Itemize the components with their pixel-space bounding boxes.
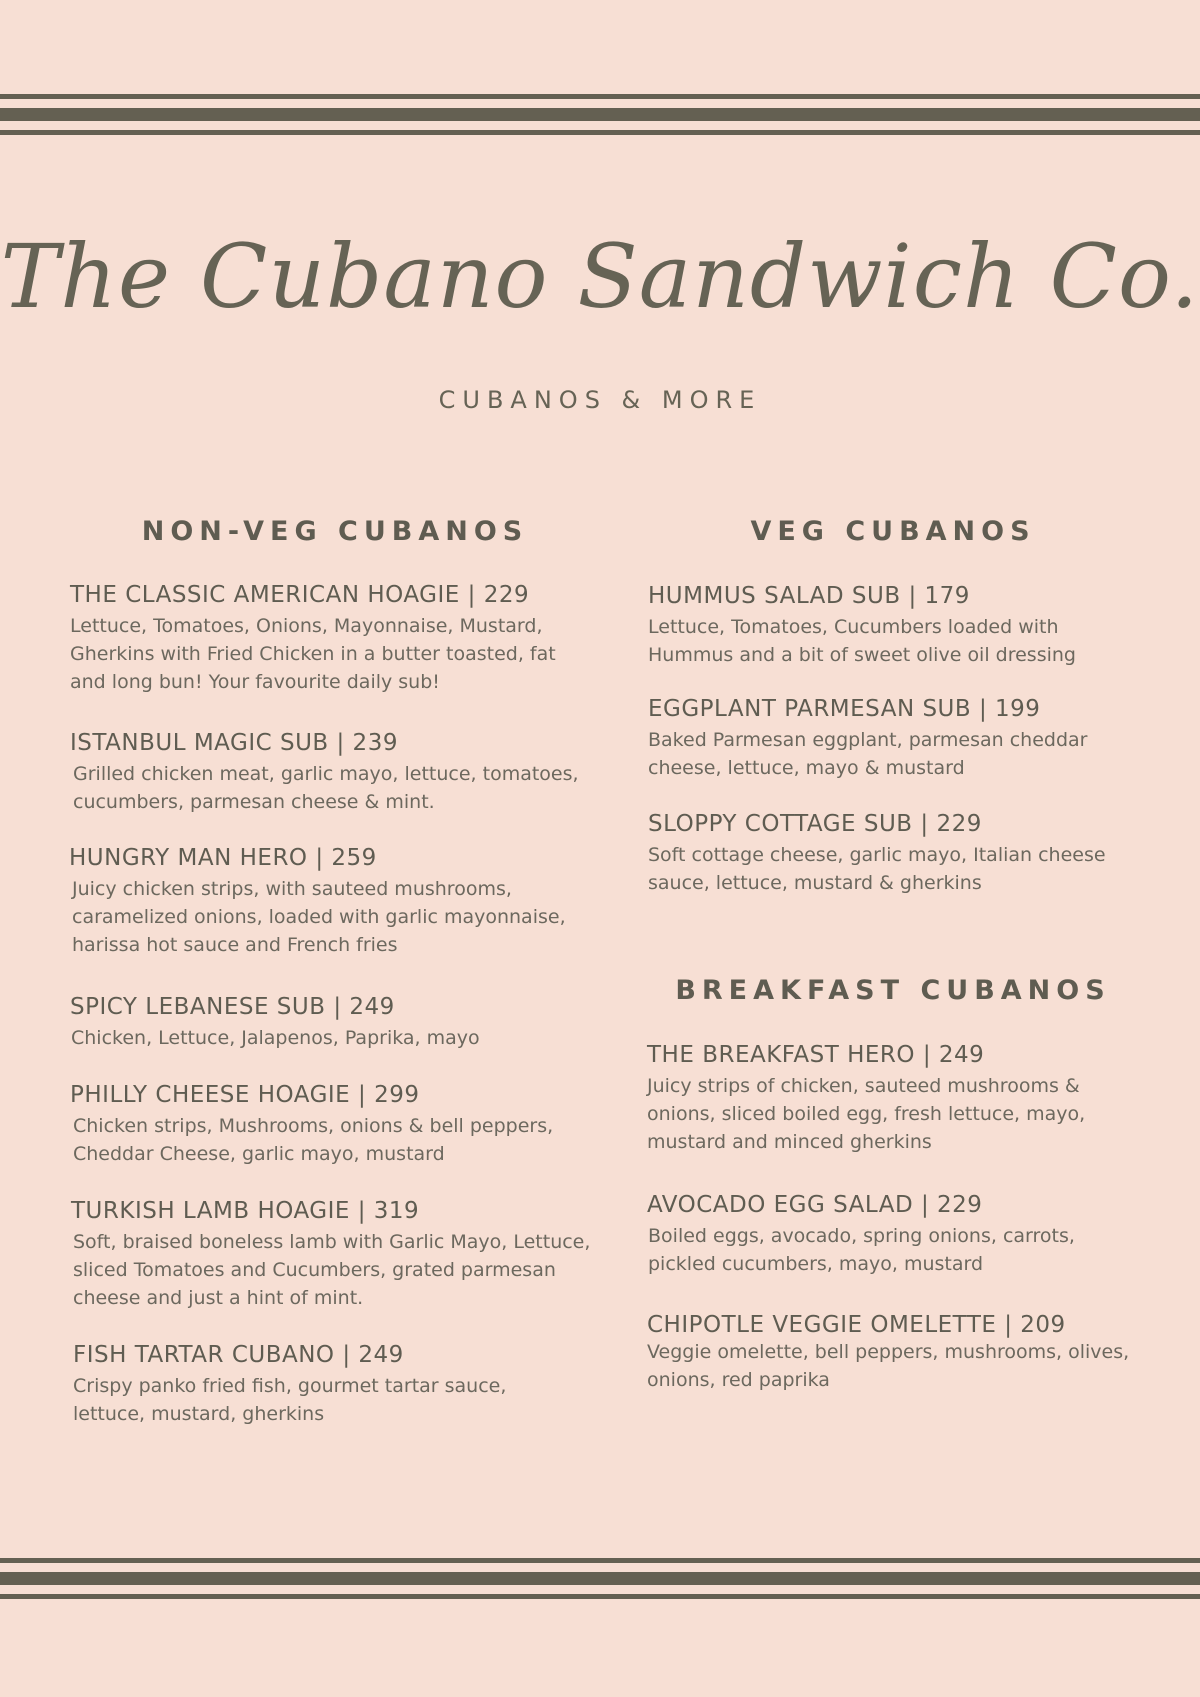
item-name: THE CLASSIC AMERICAN HOAGIE | 229 (70, 582, 530, 608)
section-heading-nonveg: NON-VEG CUBANOS (141, 516, 529, 547)
menu-item (647, 1190, 1157, 1278)
item-description: Soft cottage cheese, garlic mayo, Italian cheese sauce, lettuce, mustard & gherkins (648, 844, 1106, 894)
item-description: Veggie omelette, bell peppers, mushrooms, olives, onions, red paprika (647, 1341, 1130, 1391)
item-description: Chicken, Lettuce, Jalapenos, Paprika, mayo (71, 1027, 480, 1049)
item-description: Baked Parmesan eggplant, parmesan cheddar cheese, lettuce, mayo & mustard (648, 729, 1088, 779)
item-name: SLOPPY COTTAGE SUB | 229 (648, 811, 982, 837)
menu-item (647, 1310, 1157, 1394)
menu-item (647, 1040, 1157, 1156)
item-name: THE BREAKFAST HERO | 249 (647, 1042, 985, 1068)
menu-item (648, 809, 1148, 897)
item-description: Soft, braised boneless lamb with Garlic Mayo, Lettuce, sliced Tomatoes and Cucumbers, grated parmesan cheese and just a hint of mint. (73, 1231, 591, 1309)
item-name: EGGPLANT PARMESAN SUB | 199 (648, 696, 1041, 722)
menu-item (69, 843, 609, 959)
item-name: TURKISH LAMB HOAGIE | 319 (71, 1198, 420, 1224)
item-name: ISTANBUL MAGIC SUB | 239 (70, 730, 398, 756)
item-name: AVOCADO EGG SALAD | 229 (647, 1192, 983, 1218)
menu-item (648, 581, 1148, 669)
restaurant-title: The Cubano Sandwich Co. (0, 225, 1200, 328)
menu-item (70, 992, 610, 1052)
section-heading-veg: VEG CUBANOS (750, 516, 1036, 547)
item-description: Juicy strips of chicken, sauteed mushrooms & onions, sliced boiled egg, fresh lettuce, mayo, mustard and minced gherkins (647, 1075, 1086, 1153)
item-description: Grilled chicken meat, garlic mayo, lettuce, tomatoes, cucumbers, parmesan cheese & mint. (73, 763, 579, 813)
menu-item (648, 694, 1148, 782)
item-name: HUMMUS SALAD SUB | 179 (648, 583, 970, 609)
item-description: Chicken strips, Mushrooms, onions & bell peppers, Cheddar Cheese, garlic mayo, mustard (73, 1115, 554, 1165)
top-border (0, 94, 1200, 136)
bottom-border (0, 1558, 1200, 1600)
menu-item (70, 1080, 610, 1168)
item-name: HUNGRY MAN HERO | 259 (69, 845, 377, 871)
item-description: Lettuce, Tomatoes, Cucumbers loaded with Hummus and a bit of sweet olive oil dressing (648, 616, 1076, 666)
menu-item (70, 728, 610, 816)
item-name: FISH TARTAR CUBANO | 249 (73, 1342, 404, 1368)
item-name: PHILLY CHEESE HOAGIE | 299 (70, 1082, 420, 1108)
item-description: Crispy panko fried fish, gourmet tartar sauce, lettuce, mustard, gherkins (73, 1375, 507, 1425)
item-name: SPICY LEBANESE SUB | 249 (70, 994, 395, 1020)
menu-item (70, 580, 610, 696)
item-name: CHIPOTLE VEGGIE OMELETTE | 209 (647, 1312, 1066, 1338)
item-description: Boiled eggs, avocado, spring onions, carrots, pickled cucumbers, mayo, mustard (648, 1225, 1075, 1275)
menu-item (73, 1340, 613, 1428)
section-heading-breakfast: BREAKFAST CUBANOS (675, 975, 1111, 1006)
menu-item (71, 1196, 611, 1312)
restaurant-subtitle: CUBANOS & MORE (438, 386, 762, 414)
item-description: Juicy chicken strips, with sauteed mushrooms, caramelized onions, loaded with garlic mayonnaise, harissa hot sauce and French fries (72, 878, 566, 956)
item-description: Lettuce, Tomatoes, Onions, Mayonnaise, Mustard, Gherkins with Fried Chicken in a butter toasted, fat and long bun! Your favourite daily sub! (70, 615, 556, 693)
